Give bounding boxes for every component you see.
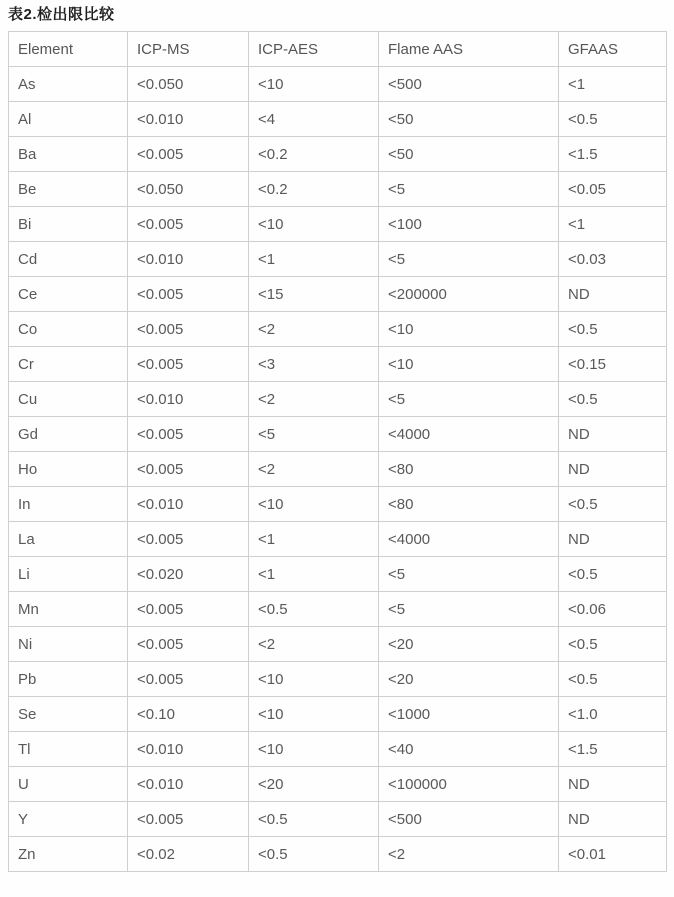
- value-cell: <0.02: [128, 837, 249, 872]
- value-cell: <100000: [379, 767, 559, 802]
- element-cell: Zn: [9, 837, 128, 872]
- value-cell: <200000: [379, 277, 559, 312]
- value-cell: <0.005: [128, 592, 249, 627]
- value-cell: ND: [559, 417, 667, 452]
- value-cell: <50: [379, 102, 559, 137]
- value-cell: <50: [379, 137, 559, 172]
- table-row: [9, 417, 667, 452]
- detection-limit-comparison-table: [8, 31, 667, 872]
- table-row: [9, 627, 667, 662]
- value-cell: <0.5: [249, 802, 379, 837]
- table-row: [9, 592, 667, 627]
- element-cell: Tl: [9, 732, 128, 767]
- table-row: [9, 347, 667, 382]
- value-cell: <5: [379, 557, 559, 592]
- value-cell: <2: [249, 382, 379, 417]
- value-cell: <10: [379, 347, 559, 382]
- table-row: [9, 802, 667, 837]
- value-cell: <15: [249, 277, 379, 312]
- element-cell: Ho: [9, 452, 128, 487]
- table-row: [9, 67, 667, 102]
- table-row: [9, 557, 667, 592]
- element-cell: Cu: [9, 382, 128, 417]
- element-cell: Al: [9, 102, 128, 137]
- value-cell: <2: [379, 837, 559, 872]
- value-cell: <20: [379, 627, 559, 662]
- value-cell: <5: [379, 172, 559, 207]
- value-cell: ND: [559, 452, 667, 487]
- element-cell: Ce: [9, 277, 128, 312]
- value-cell: <2: [249, 627, 379, 662]
- value-cell: <1.5: [559, 732, 667, 767]
- value-cell: <0.005: [128, 347, 249, 382]
- value-cell: <1: [249, 557, 379, 592]
- value-cell: <0.5: [559, 382, 667, 417]
- value-cell: <10: [379, 312, 559, 347]
- value-cell: <0.06: [559, 592, 667, 627]
- table-row: [9, 312, 667, 347]
- value-cell: <0.005: [128, 627, 249, 662]
- table-row: [9, 662, 667, 697]
- value-cell: <4: [249, 102, 379, 137]
- value-cell: <80: [379, 452, 559, 487]
- value-cell: <20: [379, 662, 559, 697]
- element-cell: Pb: [9, 662, 128, 697]
- value-cell: <0.5: [249, 592, 379, 627]
- header-row: [9, 32, 667, 67]
- element-cell: Se: [9, 697, 128, 732]
- table-row: [9, 277, 667, 312]
- table-title: 表2.检出限比较: [8, 6, 115, 23]
- value-cell: <10: [249, 487, 379, 522]
- column-header: Element: [9, 32, 128, 67]
- element-cell: Gd: [9, 417, 128, 452]
- element-cell: La: [9, 522, 128, 557]
- table-row: [9, 697, 667, 732]
- value-cell: <0.5: [559, 557, 667, 592]
- value-cell: <2: [249, 312, 379, 347]
- value-cell: <10: [249, 67, 379, 102]
- table-row: [9, 137, 667, 172]
- value-cell: <0.10: [128, 697, 249, 732]
- value-cell: <80: [379, 487, 559, 522]
- table-row: [9, 522, 667, 557]
- value-cell: <2: [249, 452, 379, 487]
- element-cell: Bi: [9, 207, 128, 242]
- value-cell: <0.010: [128, 767, 249, 802]
- table-row: [9, 382, 667, 417]
- value-cell: <5: [379, 242, 559, 277]
- table-row: [9, 102, 667, 137]
- value-cell: <0.005: [128, 312, 249, 347]
- value-cell: ND: [559, 522, 667, 557]
- value-cell: <5: [379, 592, 559, 627]
- column-header: Flame AAS: [379, 32, 559, 67]
- value-cell: <0.010: [128, 242, 249, 277]
- value-cell: <1.0: [559, 697, 667, 732]
- value-cell: <0.005: [128, 802, 249, 837]
- value-cell: <0.03: [559, 242, 667, 277]
- value-cell: ND: [559, 277, 667, 312]
- value-cell: <0.005: [128, 417, 249, 452]
- value-cell: <4000: [379, 522, 559, 557]
- table-row: [9, 172, 667, 207]
- element-cell: In: [9, 487, 128, 522]
- value-cell: <1.5: [559, 137, 667, 172]
- table-row: [9, 837, 667, 872]
- element-cell: Cr: [9, 347, 128, 382]
- value-cell: <0.5: [559, 312, 667, 347]
- value-cell: <0.2: [249, 137, 379, 172]
- value-cell: <0.010: [128, 487, 249, 522]
- value-cell: <0.5: [559, 662, 667, 697]
- table-row: [9, 452, 667, 487]
- value-cell: <1: [559, 207, 667, 242]
- value-cell: <0.005: [128, 277, 249, 312]
- value-cell: <0.010: [128, 382, 249, 417]
- value-cell: <0.050: [128, 67, 249, 102]
- table-row: [9, 242, 667, 277]
- table-row: [9, 207, 667, 242]
- element-cell: U: [9, 767, 128, 802]
- value-cell: <20: [249, 767, 379, 802]
- table-body: [9, 67, 667, 872]
- element-cell: Ni: [9, 627, 128, 662]
- value-cell: <5: [379, 382, 559, 417]
- value-cell: <0.010: [128, 102, 249, 137]
- value-cell: ND: [559, 802, 667, 837]
- element-cell: Mn: [9, 592, 128, 627]
- element-cell: Li: [9, 557, 128, 592]
- value-cell: <0.05: [559, 172, 667, 207]
- value-cell: <0.2: [249, 172, 379, 207]
- table-row: [9, 487, 667, 522]
- element-cell: As: [9, 67, 128, 102]
- value-cell: <0.005: [128, 207, 249, 242]
- table-header: [9, 32, 667, 67]
- value-cell: <1: [249, 522, 379, 557]
- value-cell: <0.005: [128, 522, 249, 557]
- table-row: [9, 767, 667, 802]
- value-cell: <0.5: [559, 627, 667, 662]
- column-header: GFAAS: [559, 32, 667, 67]
- value-cell: <0.005: [128, 452, 249, 487]
- value-cell: <1: [559, 67, 667, 102]
- value-cell: <3: [249, 347, 379, 382]
- value-cell: <0.010: [128, 732, 249, 767]
- value-cell: <0.15: [559, 347, 667, 382]
- value-cell: <0.5: [559, 102, 667, 137]
- value-cell: <10: [249, 662, 379, 697]
- value-cell: ND: [559, 767, 667, 802]
- column-header: ICP-MS: [128, 32, 249, 67]
- element-cell: Co: [9, 312, 128, 347]
- value-cell: <500: [379, 67, 559, 102]
- element-cell: Y: [9, 802, 128, 837]
- column-header: ICP-AES: [249, 32, 379, 67]
- value-cell: <5: [249, 417, 379, 452]
- value-cell: <0.5: [249, 837, 379, 872]
- value-cell: <0.005: [128, 662, 249, 697]
- value-cell: <0.01: [559, 837, 667, 872]
- value-cell: <0.020: [128, 557, 249, 592]
- element-cell: Be: [9, 172, 128, 207]
- value-cell: <10: [249, 207, 379, 242]
- value-cell: <0.005: [128, 137, 249, 172]
- value-cell: <1: [249, 242, 379, 277]
- value-cell: <1000: [379, 697, 559, 732]
- value-cell: <10: [249, 697, 379, 732]
- value-cell: <0.050: [128, 172, 249, 207]
- value-cell: <10: [249, 732, 379, 767]
- value-cell: <500: [379, 802, 559, 837]
- value-cell: <40: [379, 732, 559, 767]
- value-cell: <0.5: [559, 487, 667, 522]
- value-cell: <100: [379, 207, 559, 242]
- value-cell: <4000: [379, 417, 559, 452]
- element-cell: Ba: [9, 137, 128, 172]
- table-row: [9, 732, 667, 767]
- element-cell: Cd: [9, 242, 128, 277]
